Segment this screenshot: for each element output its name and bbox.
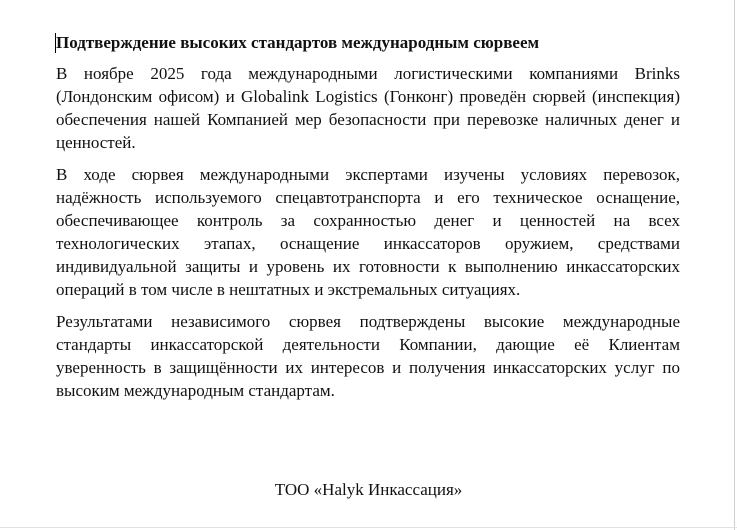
document-title — [56, 32, 680, 54]
document-title-text: Подтверждение высоких стандартов международным сюрвеем — [56, 33, 540, 52]
paragraph-survey-intro: В ноябре 2025 года международными логистическими компаниями Brinks (Лондонским офисом) и Globalink Logistics (Гонконг) проведён сюрвей (инспекция) обеспечения нашей Компанией мер безопасности при перевозке наличных денег и ценностей. — [56, 64, 680, 152]
page-right-border — [734, 0, 735, 530]
company-signature: ТОО «Halyk Инкассация» — [274, 480, 463, 499]
paragraph-survey-results: Результатами независимого сюрвея подтверждены высокие международные стандарты инкассаторской деятельности Компании, дающие её Клиентам уверенность в защищённости их интересов и получения инкассаторских услуг по высоким международным стандартам. — [56, 312, 680, 400]
page-bottom-border — [0, 527, 737, 528]
document-body[interactable] — [56, 32, 680, 411]
paragraph-survey-scope: В ходе сюрвея международными экспертами изучены условиях перевозок, надёжность используемого спецавтотранспорта и его техническое оснащение, обеспечивающее контроль за сохранностью денег и ценностей на всех технологических этапах, оснащение инкассаторов оружием, средствами индивидуальной защиты и уровень их готовности к выполнению инкассаторских операций в том числе в нештатных и экстремальных ситуациях. — [56, 165, 680, 299]
text-cursor — [55, 33, 56, 53]
